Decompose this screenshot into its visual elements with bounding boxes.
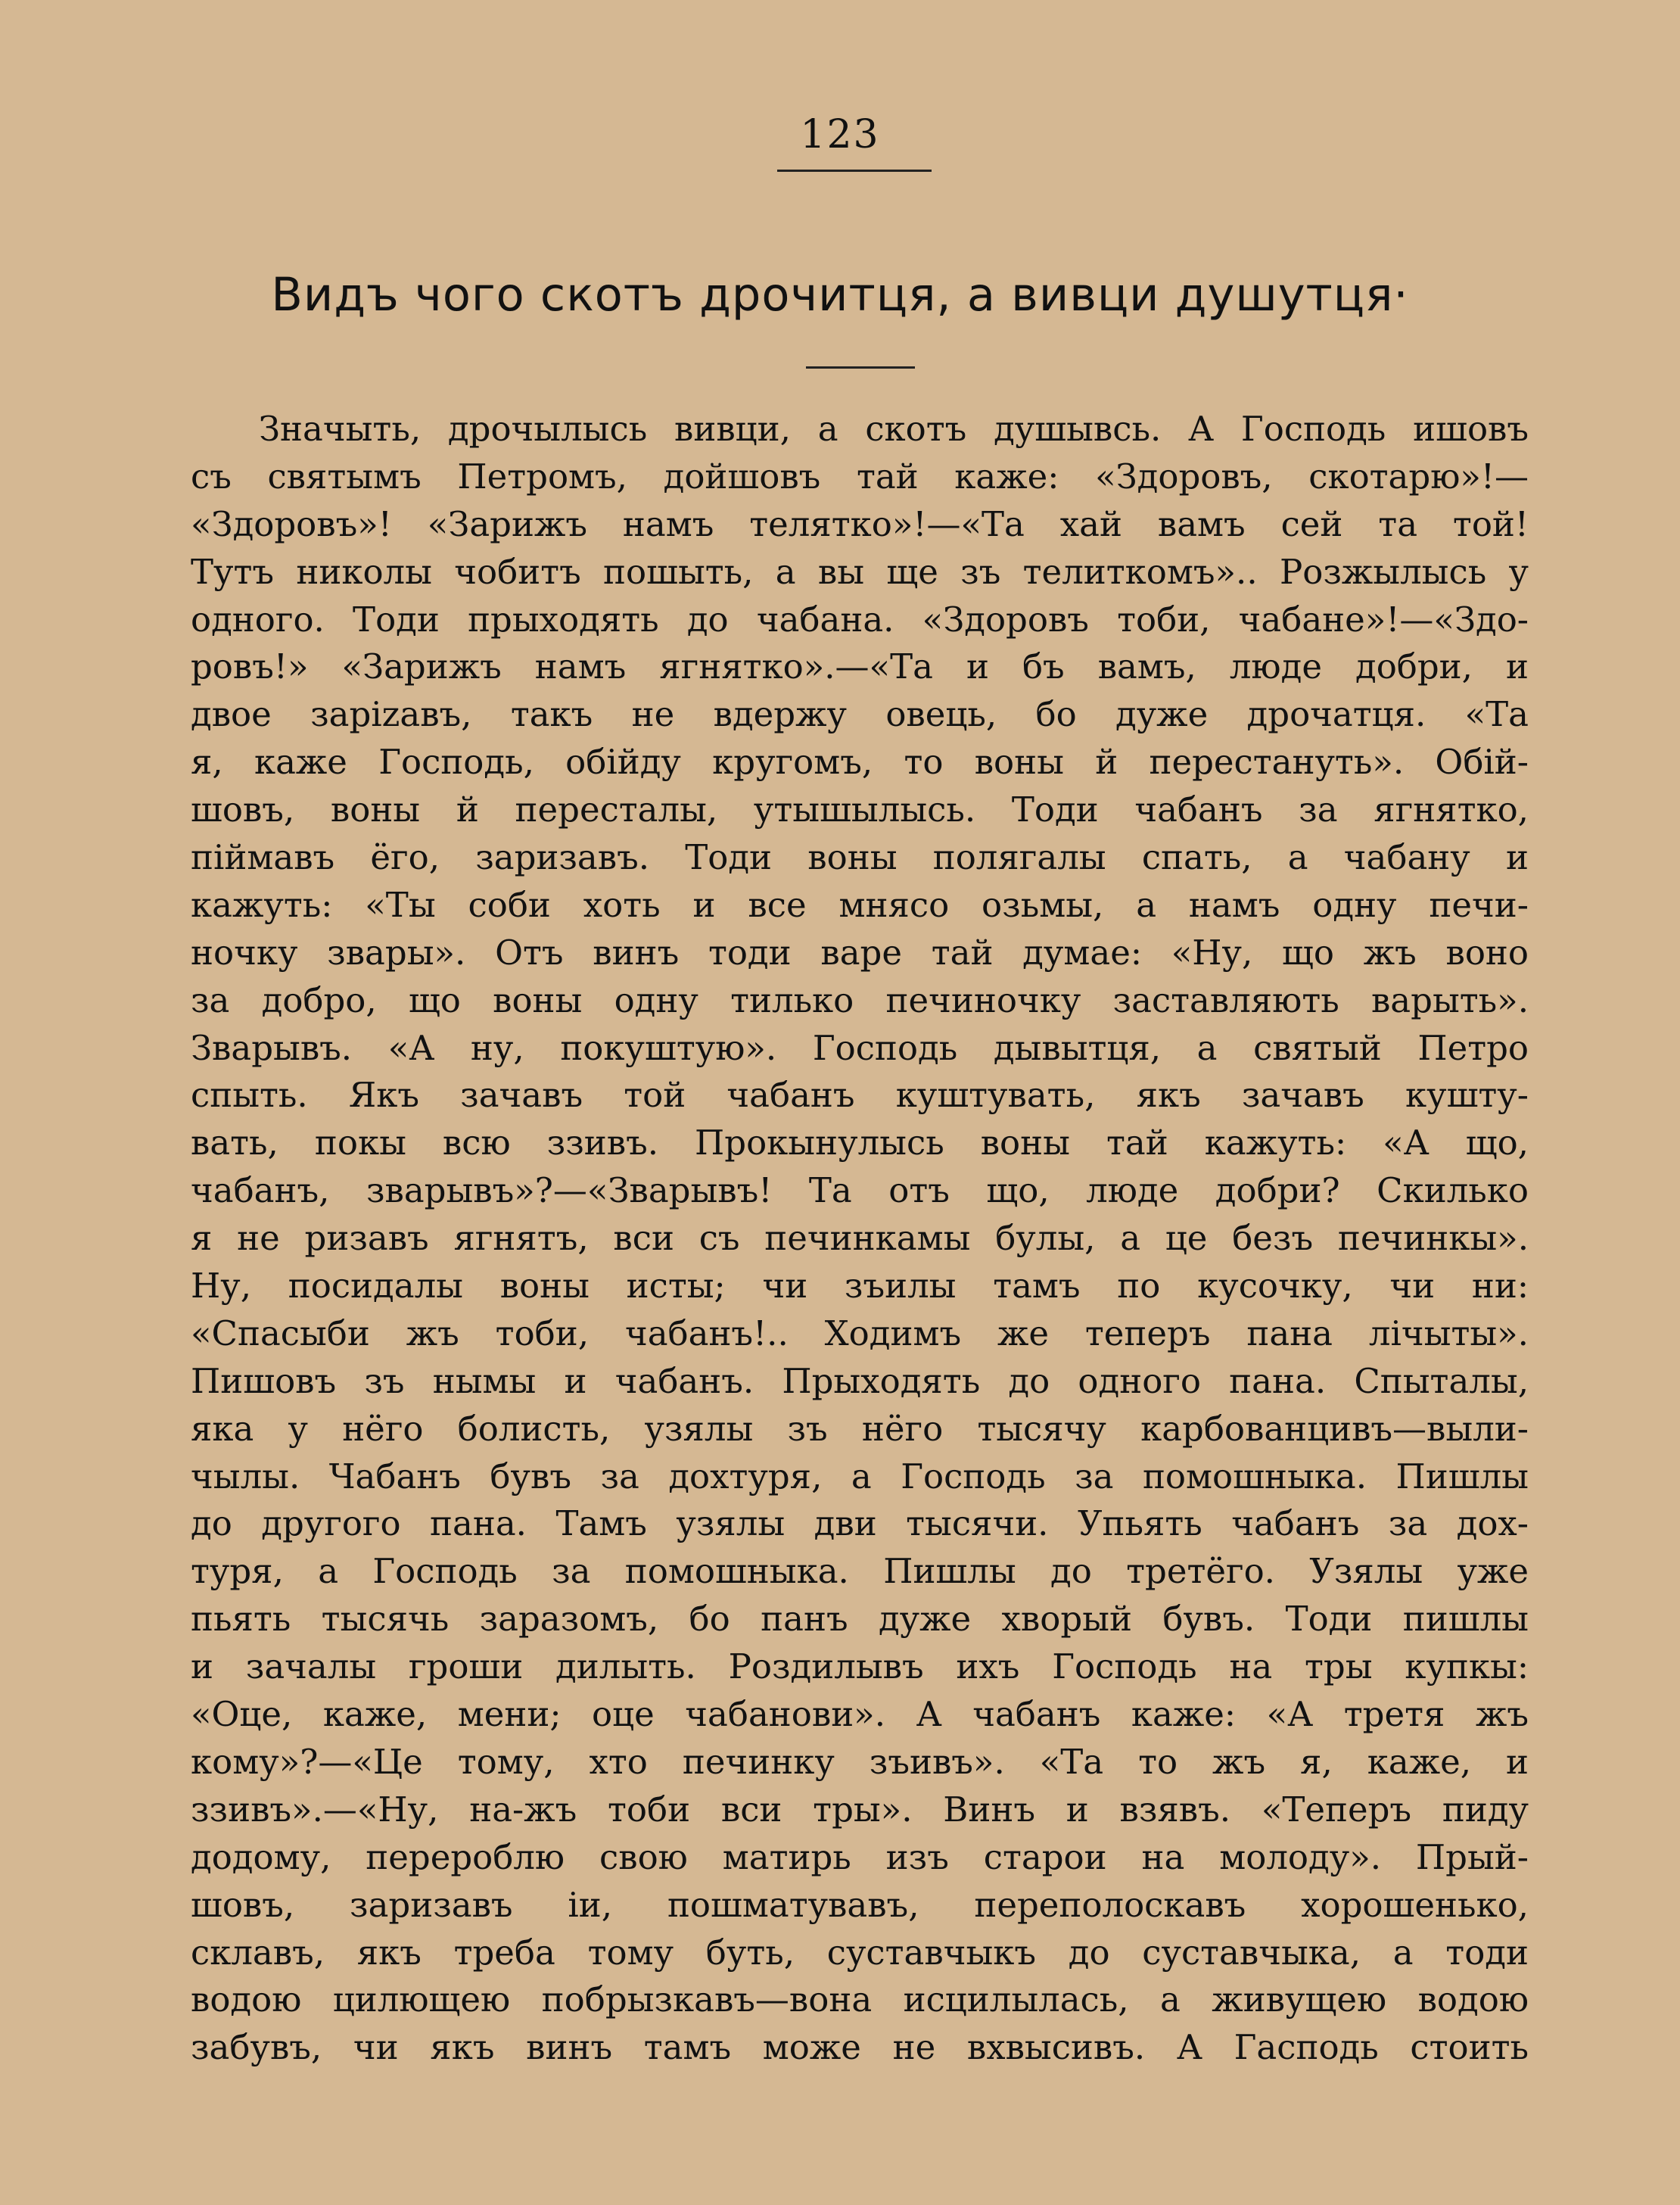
text-line: я не ризавъ ягнятъ, вси съ печинкамы булы, а це безъ печинкы». <box>191 1218 1529 1259</box>
text-line: шовъ, заризавъ іи, пошматувавъ, переполоскавъ хорошенько, <box>191 1884 1529 1925</box>
text-line: двое зарizавъ, такъ не вдержу овець, бо дуже дрочатця. «Та <box>191 694 1529 735</box>
text-line: ночку звары». Отъ винъ тоди варе тай думае: «Ну, що жъ воно <box>191 932 1529 973</box>
text-line: ззивъ».—«Ну, на-жъ тоби вси тры». Винъ и взявъ. «Теперъ пиду <box>191 1789 1529 1830</box>
text-line: чабанъ, зварывъ»?—«Зварывъ! Та отъ що, люде добри? Скилько <box>191 1170 1529 1211</box>
text-line: вать, покы всю ззивъ. Прокынулысь воны тай кажуть: «А що, <box>191 1123 1529 1163</box>
page-number: 123 <box>800 112 880 157</box>
text-line: Ну, посидалы воны исты; чи зъилы тамъ по кусочку, чи ни: <box>191 1266 1529 1306</box>
text-line: Значыть, дрочылысь вивци, а скотъ душывсь. А Господь ишовъ <box>259 409 1529 449</box>
text-line: и зачалы гроши дилыть. Роздилывъ ихъ Господь на тры купкы: <box>191 1646 1529 1687</box>
text-line: Пишовъ зъ нымы и чабанъ. Прыходять до одного пана. Спыталы, <box>191 1360 1529 1401</box>
text-line: чылы. Чабанъ бувъ за дохтуря, а Господь за помошныка. Пишлы <box>191 1456 1529 1496</box>
text-line: туря, а Господь за помошныка. Пишлы до третёго. Узялы уже <box>191 1551 1529 1592</box>
text-line: одного. Тоди прыходять до чабана. «Здоровъ тоби, чабане»!—«Здо- <box>191 599 1529 640</box>
text-line: «Спасыби жъ тоби, чабанъ!.. Ходимъ же теперъ пана лічыты». <box>191 1313 1529 1353</box>
text-line: забувъ, чи якъ винъ тамъ може не вхвысивъ. А Гaсподь стоить <box>191 2027 1529 2068</box>
text-line: Зварывъ. «А ну, покуштую». Господь дывытця, а святый Петро <box>191 1027 1529 1068</box>
text-line: яка у нёго болисть, узялы зъ нёго тысячу карбованцивъ—выли- <box>191 1408 1529 1449</box>
text-line: съ святымъ Петромъ, дойшовъ тай каже: «Здоровъ, скотарю»!— <box>191 456 1529 497</box>
text-line: «Оце, каже, мени; оце чабанови». А чабанъ каже: «А третя жъ <box>191 1694 1529 1735</box>
text-line: Тутъ николы чобитъ пошыть, а вы ще зъ телиткомъ».. Розжылысь у <box>191 551 1529 592</box>
text-line: водою цилющею побрызкавъ—вона исцилылась, а живущею водою <box>191 1979 1529 2020</box>
text-line: склавъ, якъ треба тому буть, суставчыкъ до суставчыка, а тоди <box>191 1932 1529 1973</box>
text-line: додому, перероблю свою матирь изъ старои на молоду». Прый- <box>191 1836 1529 1877</box>
text-line: за добро, що воны одну тилько печиночку заставляють варыть». <box>191 979 1529 1020</box>
story-body <box>191 406 1529 2072</box>
text-line: кому»?—«Це тому, хто печинку зъивъ». «Та то жъ я, каже, и <box>191 1741 1529 1782</box>
text-line: пьять тысячь заразомъ, бо панъ дуже хворый бувъ. Тоди пишлы <box>191 1599 1529 1640</box>
text-line: кажуть: «Ты соби хоть и все мнясо озьмы, а намъ одну печи- <box>191 884 1529 925</box>
page-number-rule <box>777 170 932 172</box>
text-line: спыть. Якъ зачавъ той чабанъ куштувать, якъ зачавъ кушту- <box>191 1075 1529 1116</box>
story-title: Видъ чого скотъ дрочитця, а вивци душутця· <box>271 269 1409 322</box>
text-line: шовъ, воны й перестaлы, утышылысь. Тоди чабанъ за ягнятко, <box>191 790 1529 830</box>
title-rule <box>806 366 915 369</box>
text-line: ровъ!» «Зарижъ намъ ягнятко».—«Та и бъ вамъ, люде добри, и <box>191 646 1529 687</box>
text-line: я, каже Господь, обійду кругомъ, то воны й перестануть». Обій- <box>191 742 1529 783</box>
text-line: піймавъ ёго, заризавъ. Тоди воны полягалы спать, а чабану и <box>191 837 1529 878</box>
text-line: «Здоровъ»! «Зарижъ намъ телятко»!—«Та хай вамъ сей та той! <box>191 503 1529 544</box>
text-line: до другого пана. Тамъ узялы дви тысячи. Упьять чабанъ за дох- <box>191 1503 1529 1544</box>
